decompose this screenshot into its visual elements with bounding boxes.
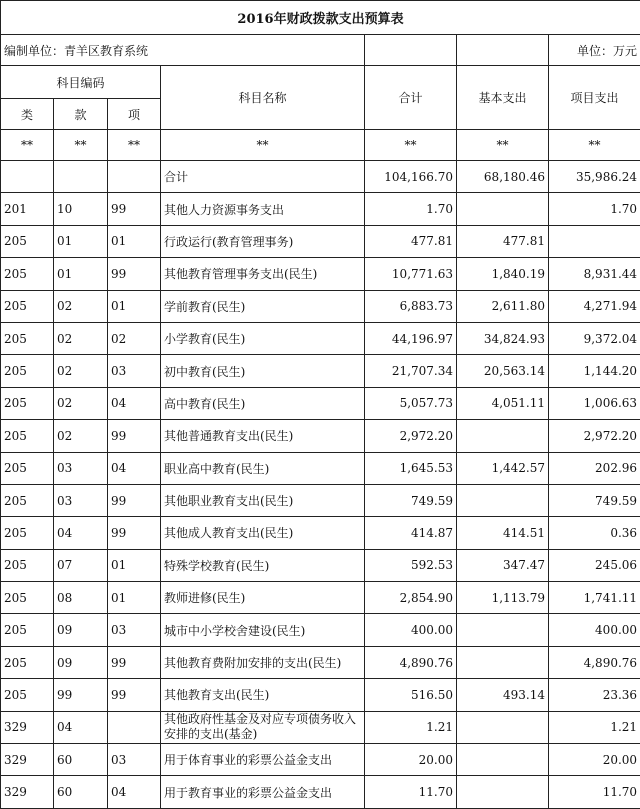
- cell-lei: 205: [1, 225, 54, 257]
- cell-project: [549, 225, 640, 257]
- cell-kuan: 02: [54, 420, 108, 452]
- table-row: [1, 582, 640, 614]
- cell-project: 1,144.20: [549, 355, 640, 387]
- star-cell: **: [54, 130, 108, 161]
- cell-basic: 4,051.11: [457, 387, 549, 419]
- cell-kuan: 07: [54, 549, 108, 581]
- cell-xiang: 03: [108, 744, 161, 776]
- cell-kuan: 04: [54, 711, 108, 743]
- table-row: [1, 225, 640, 257]
- cell-lei: 205: [1, 484, 54, 516]
- table-row: [1, 711, 640, 743]
- cell-total: 5,057.73: [365, 387, 457, 419]
- table-row: [1, 646, 640, 678]
- cell-lei: 201: [1, 193, 54, 225]
- cell-project: 1.21: [549, 711, 640, 743]
- table-row: [1, 744, 640, 776]
- cell-total: 2,972.20: [365, 420, 457, 452]
- cell-total: 6,883.73: [365, 290, 457, 322]
- cell-lei: 205: [1, 517, 54, 549]
- cell-total: 400.00: [365, 614, 457, 646]
- cell-project: 4,890.76: [549, 646, 640, 678]
- cell-total: 516.50: [365, 679, 457, 711]
- cell-xiang: 04: [108, 776, 161, 808]
- table-row: [1, 387, 640, 419]
- cell-total: 414.87: [365, 517, 457, 549]
- cell-lei: 205: [1, 646, 54, 678]
- cell-lei: 205: [1, 679, 54, 711]
- cell-basic: 1,442.57: [457, 452, 549, 484]
- empty-cell: [365, 35, 457, 66]
- table-row: [1, 484, 640, 516]
- cell-kuan: 02: [54, 290, 108, 322]
- star-cell: **: [108, 130, 161, 161]
- table-row: [1, 322, 640, 354]
- table-row: [1, 776, 640, 808]
- cell-project: 1,741.11: [549, 582, 640, 614]
- cell-basic: [457, 646, 549, 678]
- cell-project: 23.36: [549, 679, 640, 711]
- cell-lei: 205: [1, 290, 54, 322]
- cell-xiang: [108, 711, 161, 743]
- cell-xiang: 99: [108, 258, 161, 290]
- table-row: [1, 193, 640, 225]
- cell-subject-name: 其他教育费附加安排的支出(民生): [161, 646, 365, 678]
- cell-basic: [457, 484, 549, 516]
- cell-subject-name: 学前教育(民生): [161, 290, 365, 322]
- cell-total: 21,707.34: [365, 355, 457, 387]
- cell-xiang: 01: [108, 225, 161, 257]
- cell-subject-name: 用于教育事业的彩票公益金支出: [161, 776, 365, 808]
- empty-cell: [1, 161, 54, 193]
- header-xiang: 项: [108, 99, 161, 130]
- table-row: [1, 452, 640, 484]
- cell-project: 11.70: [549, 776, 640, 808]
- cell-kuan: 04: [54, 517, 108, 549]
- cell-total: 10,771.63: [365, 258, 457, 290]
- cell-kuan: 99: [54, 679, 108, 711]
- cell-project: 0.36: [549, 517, 640, 549]
- cell-project: 8,931.44: [549, 258, 640, 290]
- cell-subject-name: 城市中小学校舍建设(民生): [161, 614, 365, 646]
- cell-subject-name: 其他职业教育支出(民生): [161, 484, 365, 516]
- cell-subject-name: 行政运行(教育管理事务): [161, 225, 365, 257]
- cell-project: 9,372.04: [549, 322, 640, 354]
- cell-total: 592.53: [365, 549, 457, 581]
- cell-basic: [457, 776, 549, 808]
- cell-basic: [457, 614, 549, 646]
- cell-kuan: 01: [54, 225, 108, 257]
- total-name: 合计: [161, 161, 365, 193]
- cell-project: 749.59: [549, 484, 640, 516]
- table-row: [1, 614, 640, 646]
- cell-project: 245.06: [549, 549, 640, 581]
- cell-basic: 477.81: [457, 225, 549, 257]
- cell-xiang: 03: [108, 614, 161, 646]
- cell-kuan: 02: [54, 355, 108, 387]
- cell-lei: 205: [1, 387, 54, 419]
- cell-kuan: 01: [54, 258, 108, 290]
- star-cell: **: [161, 130, 365, 161]
- table-row: [1, 679, 640, 711]
- cell-basic: 493.14: [457, 679, 549, 711]
- header-lei: 类: [1, 99, 54, 130]
- cell-basic: 34,824.93: [457, 322, 549, 354]
- cell-kuan: 10: [54, 193, 108, 225]
- total-basic: 68,180.46: [457, 161, 549, 193]
- cell-xiang: 99: [108, 646, 161, 678]
- cell-kuan: 03: [54, 452, 108, 484]
- org-label: 编制单位：青羊区教育系统: [1, 35, 365, 66]
- cell-subject-name: 其他人力资源事务支出: [161, 193, 365, 225]
- cell-basic: 414.51: [457, 517, 549, 549]
- cell-kuan: 60: [54, 744, 108, 776]
- total-row: [1, 161, 640, 193]
- header-total: 合计: [365, 66, 457, 130]
- table-row: [1, 517, 640, 549]
- cell-subject-name: 其他普通教育支出(民生): [161, 420, 365, 452]
- cell-basic: 1,840.19: [457, 258, 549, 290]
- cell-xiang: 02: [108, 322, 161, 354]
- star-cell: **: [549, 130, 640, 161]
- header-basic: 基本支出: [457, 66, 549, 130]
- cell-lei: 205: [1, 322, 54, 354]
- empty-cell: [54, 161, 108, 193]
- table-row: [1, 549, 640, 581]
- cell-lei: 205: [1, 452, 54, 484]
- cell-basic: [457, 420, 549, 452]
- empty-cell: [108, 161, 161, 193]
- cell-total: 749.59: [365, 484, 457, 516]
- cell-lei: 205: [1, 420, 54, 452]
- cell-project: 400.00: [549, 614, 640, 646]
- table-title: 2016年财政拨款支出预算表: [1, 1, 640, 35]
- cell-total: 477.81: [365, 225, 457, 257]
- cell-xiang: 99: [108, 420, 161, 452]
- cell-lei: 205: [1, 582, 54, 614]
- cell-project: 20.00: [549, 744, 640, 776]
- cell-kuan: 03: [54, 484, 108, 516]
- cell-basic: 347.47: [457, 549, 549, 581]
- cell-lei: 329: [1, 776, 54, 808]
- cell-kuan: 09: [54, 646, 108, 678]
- cell-basic: 20,563.14: [457, 355, 549, 387]
- cell-lei: 205: [1, 549, 54, 581]
- cell-xiang: 01: [108, 290, 161, 322]
- header-project: 项目支出: [549, 66, 640, 130]
- cell-basic: [457, 711, 549, 743]
- cell-xiang: 04: [108, 452, 161, 484]
- cell-subject-name: 其他教育支出(民生): [161, 679, 365, 711]
- cell-total: 4,890.76: [365, 646, 457, 678]
- header-subject-code: 科目编码: [1, 66, 161, 99]
- table-row: [1, 258, 640, 290]
- cell-project: 1.70: [549, 193, 640, 225]
- empty-cell: [457, 35, 549, 66]
- cell-subject-name: 其他成人教育支出(民生): [161, 517, 365, 549]
- cell-total: 1,645.53: [365, 452, 457, 484]
- cell-total: 2,854.90: [365, 582, 457, 614]
- star-cell: **: [365, 130, 457, 161]
- header-kuan: 款: [54, 99, 108, 130]
- total-project: 35,986.24: [549, 161, 640, 193]
- cell-kuan: 08: [54, 582, 108, 614]
- cell-lei: 205: [1, 258, 54, 290]
- cell-project: 202.96: [549, 452, 640, 484]
- cell-xiang: 04: [108, 387, 161, 419]
- cell-subject-name: 特殊学校教育(民生): [161, 549, 365, 581]
- cell-basic: [457, 193, 549, 225]
- cell-subject-name: 初中教育(民生): [161, 355, 365, 387]
- cell-project: 2,972.20: [549, 420, 640, 452]
- cell-subject-name: 用于体育事业的彩票公益金支出: [161, 744, 365, 776]
- cell-total: 1.21: [365, 711, 457, 743]
- cell-kuan: 02: [54, 322, 108, 354]
- cell-lei: 205: [1, 614, 54, 646]
- cell-subject-name: 小学教育(民生): [161, 322, 365, 354]
- cell-lei: 205: [1, 355, 54, 387]
- star-cell: **: [457, 130, 549, 161]
- cell-subject-name: 职业高中教育(民生): [161, 452, 365, 484]
- cell-xiang: 01: [108, 549, 161, 581]
- cell-project: 4,271.94: [549, 290, 640, 322]
- cell-total: 44,196.97: [365, 322, 457, 354]
- cell-subject-name: 其他政府性基金及对应专项债务收入安排的支出(基金): [161, 711, 365, 743]
- table-row: [1, 420, 640, 452]
- unit-label: 单位：万元: [549, 35, 640, 66]
- star-row: [1, 130, 640, 161]
- total-total: 104,166.70: [365, 161, 457, 193]
- cell-xiang: 03: [108, 355, 161, 387]
- cell-project: 1,006.63: [549, 387, 640, 419]
- header-subject-name: 科目名称: [161, 66, 365, 130]
- cell-kuan: 09: [54, 614, 108, 646]
- cell-xiang: 99: [108, 517, 161, 549]
- cell-basic: 2,611.80: [457, 290, 549, 322]
- cell-total: 11.70: [365, 776, 457, 808]
- cell-total: 1.70: [365, 193, 457, 225]
- cell-basic: [457, 744, 549, 776]
- star-cell: **: [1, 130, 54, 161]
- cell-basic: 1,113.79: [457, 582, 549, 614]
- cell-kuan: 02: [54, 387, 108, 419]
- cell-subject-name: 高中教育(民生): [161, 387, 365, 419]
- cell-total: 20.00: [365, 744, 457, 776]
- cell-xiang: 99: [108, 679, 161, 711]
- table-row: [1, 355, 640, 387]
- cell-subject-name: 教师进修(民生): [161, 582, 365, 614]
- cell-lei: 329: [1, 711, 54, 743]
- table-row: [1, 290, 640, 322]
- cell-xiang: 99: [108, 193, 161, 225]
- cell-lei: 329: [1, 744, 54, 776]
- cell-kuan: 60: [54, 776, 108, 808]
- cell-subject-name: 其他教育管理事务支出(民生): [161, 258, 365, 290]
- cell-xiang: 99: [108, 484, 161, 516]
- cell-xiang: 01: [108, 582, 161, 614]
